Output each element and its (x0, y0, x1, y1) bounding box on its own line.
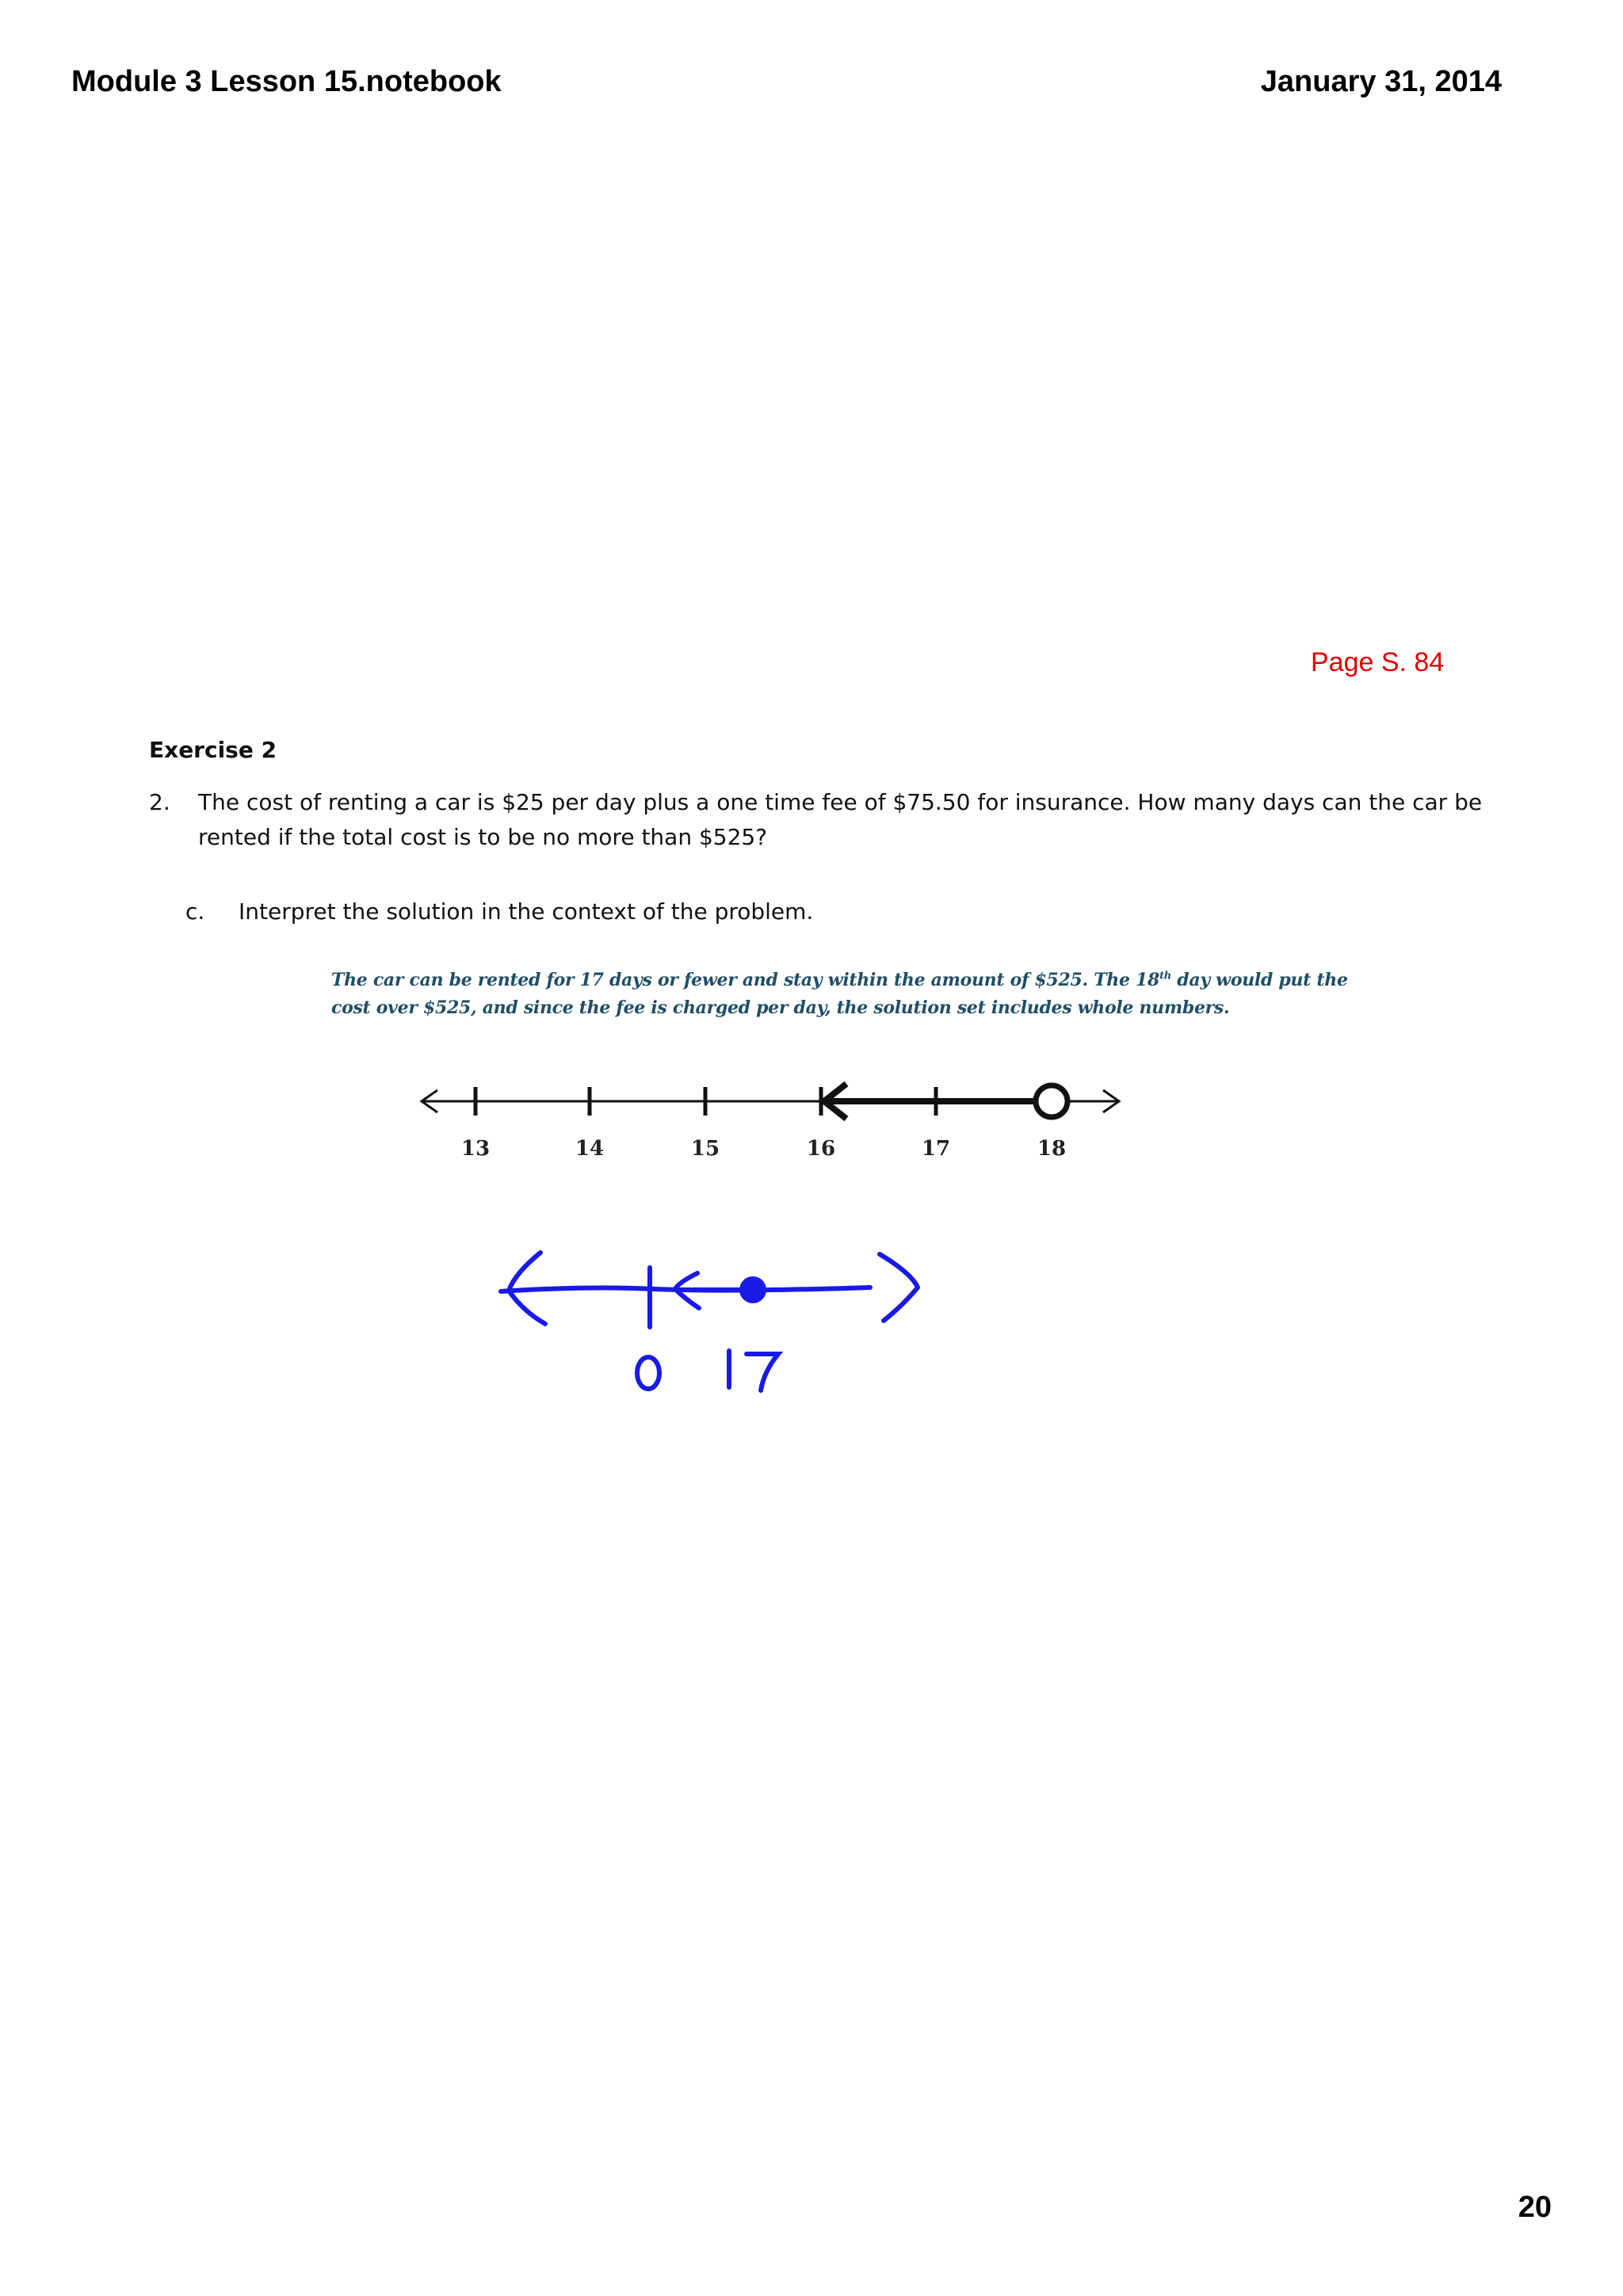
answer-text-line-1 (331, 970, 1348, 990)
hand-right-arrowhead (880, 1254, 918, 1321)
page-reference: Page S. 84 (1311, 647, 1445, 677)
question-text-line-1: The cost of renting a car is $25 per day plus a one time fee of $75.50 for insurance. How many days can the car be (198, 789, 1483, 815)
open-circle-endpoint (1036, 1085, 1067, 1117)
filled-point-17 (739, 1276, 766, 1303)
question-number: 2. (149, 789, 170, 815)
handwritten-number-line (491, 1232, 935, 1406)
answer-ordinal-suffix: th (1159, 970, 1171, 982)
tick-label-15: 15 (690, 1137, 720, 1161)
part-prompt: Interpret the solution in the context of the problem. (239, 898, 814, 925)
tick-label-17: 17 (921, 1137, 951, 1161)
document-title: Module 3 Lesson 15.notebook (71, 65, 502, 98)
hand-label-0 (637, 1357, 659, 1389)
tick-label-16: 16 (806, 1137, 836, 1161)
tick-label-18: 18 (1037, 1137, 1067, 1161)
hand-label-17-seven (747, 1354, 778, 1390)
page-number: 20 (1518, 2191, 1552, 2224)
tick-label-13: 13 (460, 1137, 491, 1161)
question-text-line-2: rented if the total cost is to be no more than $525? (198, 824, 768, 850)
answer-line-1-start: The car can be rented for 17 days or fewer and stay within the amount of $525. The 18 (331, 970, 1160, 990)
exercise-heading: Exercise 2 (149, 737, 277, 763)
document-date: January 31, 2014 (1260, 65, 1502, 98)
tick-label-14: 14 (575, 1137, 605, 1161)
solution-ray (824, 1084, 1038, 1119)
printed-number-line (412, 1070, 1141, 1173)
answer-text-line-2: cost over $525, and since the fee is charged per day, the solution set includes whole numbers. (331, 997, 1230, 1018)
part-letter: c. (185, 898, 205, 925)
answer-line-1-end: day would put the (1170, 970, 1348, 990)
